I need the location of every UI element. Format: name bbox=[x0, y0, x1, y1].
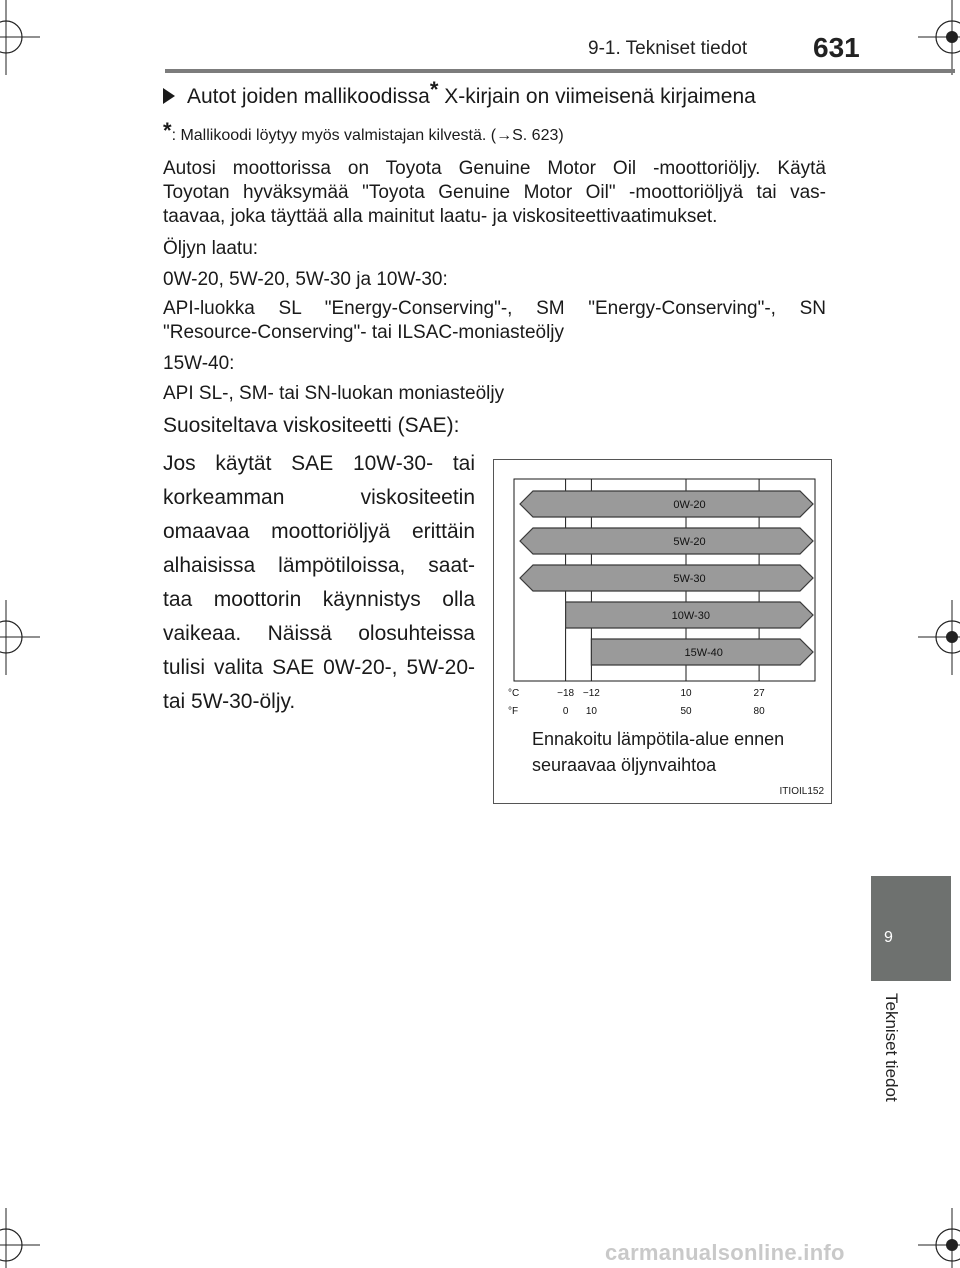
bullet-text: Autot joiden mallikoodissa bbox=[187, 85, 430, 108]
api-a-line: API-luokka SL "Energy-Conserving"-, SM "Energy-Conserving"-, SN bbox=[163, 298, 826, 319]
celsius-tick-label: −12 bbox=[582, 688, 600, 699]
caption-line: seuraavaa öljynvaihtoa bbox=[532, 755, 717, 775]
paragraph-line: omaavaa moottoriöljyä erittäin bbox=[163, 520, 475, 543]
paragraph-line: Jos käytät SAE 10W-30- tai bbox=[163, 452, 475, 475]
fahrenheit-tick-label: 80 bbox=[753, 706, 765, 717]
crop-mark-mid-right bbox=[918, 600, 960, 675]
figure-id: ITIOIL152 bbox=[779, 786, 824, 797]
band-label: 5W-30 bbox=[673, 573, 706, 585]
api-a-line: "Resource-Conserving"- tai ILSAC-moniasteöljy bbox=[163, 322, 565, 343]
paragraph-line: taa moottorin käynnistys olla bbox=[163, 588, 475, 611]
celsius-tick-label: 27 bbox=[753, 688, 765, 699]
api-a-paragraph bbox=[163, 297, 826, 345]
chapter-title-vertical bbox=[877, 993, 901, 1123]
watermark: carmanualsonline.info bbox=[605, 1240, 845, 1265]
fahrenheit-tick-label: 0 bbox=[562, 706, 569, 717]
bullet-rest: X-kirjain on viimeisenä kirjaimena bbox=[438, 85, 756, 108]
crop-mark-mid-left bbox=[0, 600, 40, 675]
band-label: 5W-20 bbox=[673, 536, 706, 548]
viscosity-heading: Suositeltava viskositeetti (SAE): bbox=[163, 414, 460, 437]
grades-a: 0W-20, 5W-20, 5W-30 ja 10W-30: bbox=[163, 269, 448, 290]
footnote-asterisk: * bbox=[163, 118, 172, 143]
footnote-text: : Mallikoodi löytyy myös valmistajan kilvestä. (→S. 623) bbox=[171, 127, 564, 144]
intro-line: taavaa, joka täyttää alla mainitut laatu- ja viskositeettivaatimukset. bbox=[163, 206, 718, 227]
header-rule bbox=[165, 69, 955, 73]
cold-weather-paragraph bbox=[163, 447, 475, 719]
band-0w-20 bbox=[520, 491, 813, 517]
crop-mark-bottom-right bbox=[918, 1208, 960, 1268]
band-5w-30 bbox=[520, 565, 813, 591]
intro-line: Autosi moottorissa on Toyota Genuine Motor Oil -moottoriöljy. Käytä bbox=[163, 158, 826, 179]
caption-line: Ennakoitu lämpötila-alue ennen bbox=[532, 729, 785, 749]
crop-mark-bottom-left bbox=[0, 1208, 40, 1268]
celsius-unit: °C bbox=[508, 688, 520, 699]
paragraph-line: vaikeaa. Näissä olosuhteissa bbox=[163, 622, 475, 645]
grades-b: 15W-40: bbox=[163, 353, 235, 374]
paragraph-line: tai 5W-30-öljy. bbox=[163, 690, 296, 713]
crop-mark-top-left bbox=[0, 0, 40, 75]
api-b: API SL-, SM- tai SN-luokan moniasteöljy bbox=[163, 383, 505, 404]
chapter-title: Tekniset tiedot bbox=[882, 993, 901, 1102]
fahrenheit-tick-label: 10 bbox=[585, 706, 597, 717]
triangle-bullet-icon bbox=[163, 88, 175, 104]
chart-caption bbox=[532, 726, 784, 778]
page-number: 631 bbox=[813, 32, 860, 63]
fahrenheit-tick-label: 50 bbox=[680, 706, 692, 717]
band-label: 15W-40 bbox=[684, 647, 723, 659]
band-label: 10W-30 bbox=[671, 610, 710, 622]
chapter-number: 9 bbox=[884, 929, 893, 946]
band-5w-20 bbox=[520, 528, 813, 554]
celsius-tick-label: 10 bbox=[680, 688, 692, 699]
viscosity-chart-figure bbox=[493, 459, 832, 804]
chapter-tab bbox=[871, 876, 951, 981]
paragraph-line: korkeamman viskositeetin bbox=[163, 486, 475, 509]
band-label: 0W-20 bbox=[673, 499, 706, 511]
paragraph-line: alhaisissa lämpötiloissa, saat- bbox=[163, 554, 475, 577]
celsius-tick-label: −18 bbox=[557, 688, 575, 699]
footnote bbox=[163, 118, 564, 145]
intro-line: Toyotan hyväksymää "Toyota Genuine Motor Oil" -moottoriöljyä tai vas- bbox=[163, 182, 826, 203]
quality-heading: Öljyn laatu: bbox=[163, 238, 259, 259]
bullet-heading bbox=[163, 77, 756, 109]
asterisk: * bbox=[429, 77, 439, 102]
section-title: 9-1. Tekniset tiedot bbox=[588, 38, 748, 59]
paragraph-line: tulisi valita SAE 0W-20-, 5W-20- bbox=[163, 656, 475, 679]
fahrenheit-unit: °F bbox=[508, 706, 519, 717]
crop-mark-top-right bbox=[918, 0, 960, 75]
intro-paragraph bbox=[163, 157, 826, 229]
